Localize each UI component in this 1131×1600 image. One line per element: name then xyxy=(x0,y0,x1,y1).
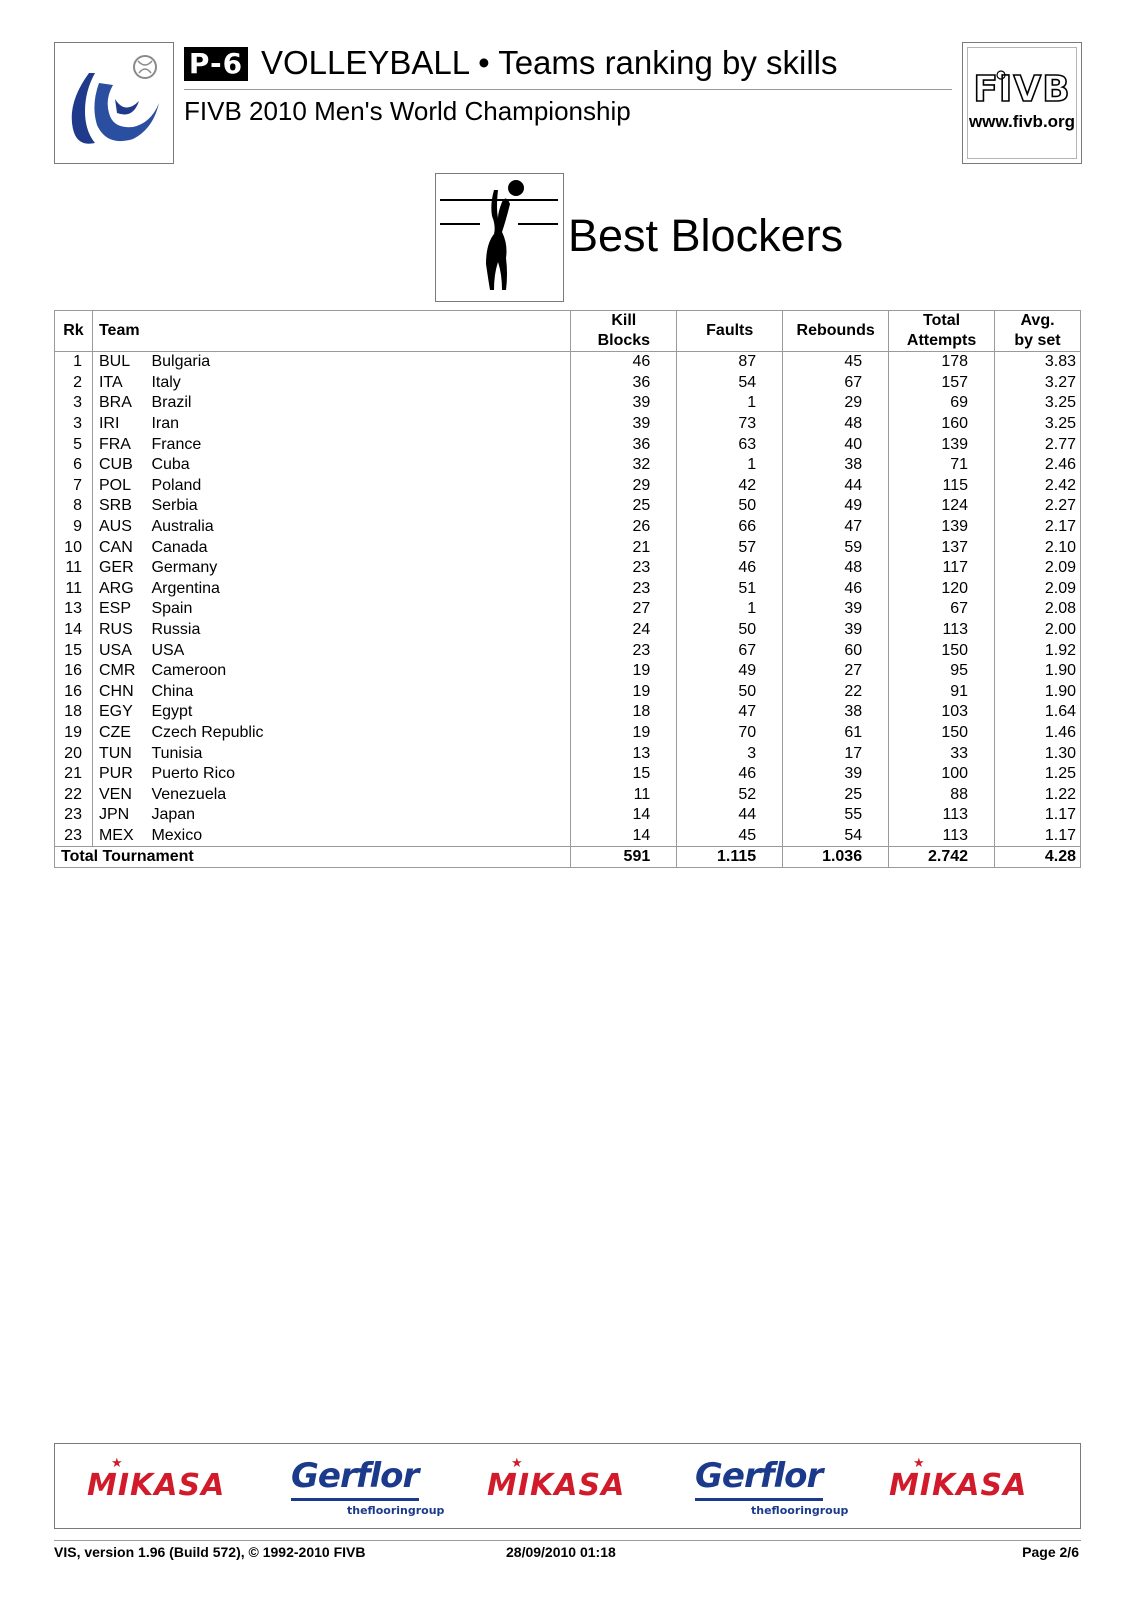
cell-faults: 44 xyxy=(677,805,783,826)
cell-rebounds: 48 xyxy=(783,414,889,435)
cell-team-code: AUS xyxy=(92,517,151,538)
cell-rank: 11 xyxy=(55,579,93,600)
fivb-logo-text: FIVB xyxy=(973,69,1071,110)
table-row xyxy=(55,620,1081,641)
page-subtitle: FIVB 2010 Men's World Championship xyxy=(184,96,631,126)
cell-avg-by-set: 2.27 xyxy=(995,496,1081,517)
cell-kill-blocks: 26 xyxy=(571,517,677,538)
col-team: Team xyxy=(92,311,570,352)
cell-team-name: Germany xyxy=(151,559,218,577)
cell-rebounds: 54 xyxy=(783,826,889,847)
table-row xyxy=(55,476,1081,497)
cell-kill-blocks: 14 xyxy=(571,826,677,847)
cell-team-code: FRA xyxy=(92,434,151,455)
cell-avg-by-set: 1.64 xyxy=(995,702,1081,723)
total-label: Total Tournament xyxy=(55,847,571,868)
cell-team-name: Puerto Rico xyxy=(151,765,236,783)
mikasa-logo: MIKASA ★ xyxy=(487,1456,626,1503)
col-rk: Rk xyxy=(55,311,93,352)
cell-kill-blocks: 32 xyxy=(571,455,677,476)
cell-rebounds: 48 xyxy=(783,558,889,579)
cell-team-code: CHN xyxy=(92,682,151,703)
report-title: Best Blockers xyxy=(568,210,844,261)
cell-rebounds: 67 xyxy=(783,373,889,394)
cell-team-code: IRI xyxy=(92,414,151,435)
cell-avg-by-set: 2.46 xyxy=(995,455,1081,476)
cell-faults: 63 xyxy=(677,434,783,455)
cell-avg-by-set: 2.42 xyxy=(995,476,1081,497)
championship-logo xyxy=(54,42,174,164)
cell-rank: 14 xyxy=(55,620,93,641)
cell-team-code: USA xyxy=(92,640,151,661)
cell-rank: 23 xyxy=(55,826,93,847)
cell-team-name: Bulgaria xyxy=(151,353,211,371)
table-row xyxy=(55,434,1081,455)
cell-avg-by-set: 1.46 xyxy=(995,723,1081,744)
title-divider xyxy=(184,89,952,90)
cell-kill-blocks: 19 xyxy=(571,723,677,744)
cell-rebounds: 46 xyxy=(783,579,889,600)
cell-team-code: ESP xyxy=(92,599,151,620)
cell-faults: 3 xyxy=(677,743,783,764)
cell-kill-blocks: 27 xyxy=(571,599,677,620)
cell-total-attempts: 113 xyxy=(889,620,995,641)
page-title: VOLLEYBALL • Teams ranking by skills xyxy=(261,44,838,81)
cell-team-code: SRB xyxy=(92,496,151,517)
cell-avg-by-set: 1.25 xyxy=(995,764,1081,785)
cell-rebounds: 39 xyxy=(783,764,889,785)
cell-faults: 50 xyxy=(677,682,783,703)
table-row xyxy=(55,805,1081,826)
table-row xyxy=(55,682,1081,703)
cell-team-name: China xyxy=(151,682,194,700)
fivb-logo xyxy=(962,42,1082,164)
table-row xyxy=(55,640,1081,661)
cell-avg-by-set: 1.17 xyxy=(995,805,1081,826)
fivb-url: www.fivb.org xyxy=(968,112,1076,131)
cell-team-code: ITA xyxy=(92,373,151,394)
cell-faults: 1 xyxy=(677,393,783,414)
cell-faults: 57 xyxy=(677,537,783,558)
col-faults: Faults xyxy=(677,311,783,352)
gerflor-tagline: theflooringroup xyxy=(751,1504,849,1517)
cell-faults: 73 xyxy=(677,414,783,435)
footer-divider xyxy=(54,1540,1081,1541)
cell-faults: 87 xyxy=(677,352,783,373)
cell-team-code: CAN xyxy=(92,537,151,558)
cell-rebounds: 59 xyxy=(783,537,889,558)
cell-rebounds: 22 xyxy=(783,682,889,703)
cell-total-attempts: 88 xyxy=(889,784,995,805)
cell-team-code: CUB xyxy=(92,455,151,476)
cell-total-attempts: 91 xyxy=(889,682,995,703)
cell-rank: 1 xyxy=(55,352,93,373)
cell-rank: 13 xyxy=(55,599,93,620)
total-faults: 1.115 xyxy=(677,847,783,868)
table-row xyxy=(55,764,1081,785)
cell-total-attempts: 160 xyxy=(889,414,995,435)
cell-rebounds: 60 xyxy=(783,640,889,661)
cell-avg-by-set: 2.00 xyxy=(995,620,1081,641)
cell-team-name: Brazil xyxy=(151,394,192,412)
footer-page-number: Page 2/6 xyxy=(1022,1544,1079,1560)
cell-total-attempts: 113 xyxy=(889,826,995,847)
cell-rank: 7 xyxy=(55,476,93,497)
cell-rank: 3 xyxy=(55,414,93,435)
cell-avg-by-set: 1.90 xyxy=(995,661,1081,682)
mikasa-logo: MIKASA ★ xyxy=(87,1456,226,1503)
mikasa-logo: MIKASA ★ xyxy=(889,1456,1028,1503)
cell-team-code: POL xyxy=(92,476,151,497)
cell-team-name: Australia xyxy=(151,518,214,536)
cell-rank: 19 xyxy=(55,723,93,744)
cell-kill-blocks: 36 xyxy=(571,434,677,455)
cell-team-name: Mexico xyxy=(151,826,203,844)
cell-faults: 51 xyxy=(677,579,783,600)
cell-kill-blocks: 24 xyxy=(571,620,677,641)
cell-avg-by-set: 3.83 xyxy=(995,352,1081,373)
table-row xyxy=(55,579,1081,600)
cell-kill-blocks: 36 xyxy=(571,373,677,394)
table-row xyxy=(55,558,1081,579)
cell-kill-blocks: 19 xyxy=(571,682,677,703)
pictogram-box xyxy=(435,173,564,302)
gerflor-logo: Gerflor xyxy=(291,1456,419,1496)
cell-team-name: Poland xyxy=(151,476,202,494)
cell-avg-by-set: 1.92 xyxy=(995,640,1081,661)
cell-total-attempts: 139 xyxy=(889,517,995,538)
cell-rank: 22 xyxy=(55,784,93,805)
cell-team-name: Tunisia xyxy=(151,744,203,762)
cell-team-code: GER xyxy=(92,558,151,579)
cell-kill-blocks: 23 xyxy=(571,640,677,661)
cell-total-attempts: 139 xyxy=(889,434,995,455)
cell-faults: 46 xyxy=(677,764,783,785)
cell-total-attempts: 124 xyxy=(889,496,995,517)
cell-total-attempts: 157 xyxy=(889,373,995,394)
cell-rank: 2 xyxy=(55,373,93,394)
cell-kill-blocks: 23 xyxy=(571,558,677,579)
cell-rank: 6 xyxy=(55,455,93,476)
cell-faults: 52 xyxy=(677,784,783,805)
cell-kill-blocks: 25 xyxy=(571,496,677,517)
cell-kill-blocks: 39 xyxy=(571,393,677,414)
cell-total-attempts: 150 xyxy=(889,723,995,744)
cell-avg-by-set: 3.25 xyxy=(995,393,1081,414)
table-header-row xyxy=(55,311,1081,352)
cell-total-attempts: 178 xyxy=(889,352,995,373)
cell-rebounds: 25 xyxy=(783,784,889,805)
cell-team-name: Cameroon xyxy=(151,662,227,680)
total-kill-blocks: 591 xyxy=(571,847,677,868)
cell-faults: 66 xyxy=(677,517,783,538)
total-rebounds: 1.036 xyxy=(783,847,889,868)
report-code-badge: P-6 xyxy=(184,47,248,81)
cell-team-name: Iran xyxy=(151,415,180,433)
cell-total-attempts: 67 xyxy=(889,599,995,620)
cell-kill-blocks: 14 xyxy=(571,805,677,826)
table-row xyxy=(55,537,1081,558)
cell-faults: 49 xyxy=(677,661,783,682)
cell-kill-blocks: 15 xyxy=(571,764,677,785)
cell-rank: 21 xyxy=(55,764,93,785)
cell-team-name: Venezuela xyxy=(151,785,227,803)
cell-rebounds: 17 xyxy=(783,743,889,764)
cell-rank: 15 xyxy=(55,640,93,661)
table-row xyxy=(55,496,1081,517)
cell-avg-by-set: 2.17 xyxy=(995,517,1081,538)
cell-team-name: France xyxy=(151,435,202,453)
cell-team-name: Egypt xyxy=(151,703,193,721)
cell-team-name: Spain xyxy=(151,600,193,618)
cell-total-attempts: 150 xyxy=(889,640,995,661)
cell-team-code: RUS xyxy=(92,620,151,641)
cell-team-code: MEX xyxy=(92,826,151,847)
cell-team-name: Cuba xyxy=(151,456,190,474)
cell-team-code: BRA xyxy=(92,393,151,414)
table-row xyxy=(55,826,1081,847)
cell-team-code: JPN xyxy=(92,805,151,826)
sponsor-banner xyxy=(54,1443,1081,1529)
cell-rebounds: 38 xyxy=(783,702,889,723)
cell-team-code: PUR xyxy=(92,764,151,785)
gerflor-underline xyxy=(695,1498,823,1501)
cell-rebounds: 44 xyxy=(783,476,889,497)
cell-rebounds: 49 xyxy=(783,496,889,517)
cell-team-name: USA xyxy=(151,641,185,659)
cell-rebounds: 47 xyxy=(783,517,889,538)
cell-avg-by-set: 2.09 xyxy=(995,579,1081,600)
cell-kill-blocks: 11 xyxy=(571,784,677,805)
cell-kill-blocks: 46 xyxy=(571,352,677,373)
cell-avg-by-set: 2.09 xyxy=(995,558,1081,579)
cell-rebounds: 39 xyxy=(783,599,889,620)
cell-rebounds: 29 xyxy=(783,393,889,414)
col-total-attempts: Total Attempts xyxy=(889,311,995,352)
cell-avg-by-set: 1.17 xyxy=(995,826,1081,847)
cell-team-code: EGY xyxy=(92,702,151,723)
cell-kill-blocks: 39 xyxy=(571,414,677,435)
cell-team-name: Serbia xyxy=(151,497,198,515)
cell-faults: 67 xyxy=(677,640,783,661)
cell-team-name: Canada xyxy=(151,538,208,556)
cell-total-attempts: 120 xyxy=(889,579,995,600)
gerflor-logo: Gerflor xyxy=(695,1456,823,1496)
cell-team-name: Russia xyxy=(151,621,201,639)
cell-avg-by-set: 2.08 xyxy=(995,599,1081,620)
cell-kill-blocks: 29 xyxy=(571,476,677,497)
total-avg-by-set: 4.28 xyxy=(995,847,1081,868)
cell-rank: 16 xyxy=(55,661,93,682)
cell-total-attempts: 103 xyxy=(889,702,995,723)
gerflor-tagline: theflooringroup xyxy=(347,1504,445,1517)
table-row xyxy=(55,743,1081,764)
cell-rebounds: 27 xyxy=(783,661,889,682)
cell-rebounds: 61 xyxy=(783,723,889,744)
cell-faults: 50 xyxy=(677,620,783,641)
total-attempts: 2.742 xyxy=(889,847,995,868)
cell-team-name: Czech Republic xyxy=(151,723,264,741)
footer-version: VIS, version 1.96 (Build 572), © 1992-2010 FIVB xyxy=(54,1544,366,1560)
cell-team-name: Italy xyxy=(151,373,181,391)
col-avg-by-set: Avg. by set xyxy=(995,311,1081,352)
cell-rebounds: 55 xyxy=(783,805,889,826)
cell-faults: 45 xyxy=(677,826,783,847)
table-row xyxy=(55,661,1081,682)
col-rebounds: Rebounds xyxy=(783,311,889,352)
table-row xyxy=(55,723,1081,744)
cell-avg-by-set: 2.10 xyxy=(995,537,1081,558)
cell-team-code: VEN xyxy=(92,784,151,805)
footer-datetime: 28/09/2010 01:18 xyxy=(506,1544,616,1560)
rankings-table xyxy=(54,310,1081,868)
cell-rank: 9 xyxy=(55,517,93,538)
cell-rank: 11 xyxy=(55,558,93,579)
table-row xyxy=(55,352,1081,373)
table-row xyxy=(55,414,1081,435)
cell-rank: 5 xyxy=(55,434,93,455)
cell-faults: 46 xyxy=(677,558,783,579)
cell-rank: 8 xyxy=(55,496,93,517)
cell-total-attempts: 113 xyxy=(889,805,995,826)
table-row xyxy=(55,784,1081,805)
cell-faults: 70 xyxy=(677,723,783,744)
cell-rank: 20 xyxy=(55,743,93,764)
cell-faults: 42 xyxy=(677,476,783,497)
cell-rank: 23 xyxy=(55,805,93,826)
cell-rebounds: 45 xyxy=(783,352,889,373)
fivb-mark-icon xyxy=(963,43,1081,163)
cell-faults: 54 xyxy=(677,373,783,394)
gerflor-underline xyxy=(291,1498,419,1501)
table-row xyxy=(55,393,1081,414)
cell-rank: 16 xyxy=(55,682,93,703)
table-row xyxy=(55,373,1081,394)
cell-rank: 3 xyxy=(55,393,93,414)
cell-total-attempts: 69 xyxy=(889,393,995,414)
cell-rebounds: 40 xyxy=(783,434,889,455)
cell-avg-by-set: 1.90 xyxy=(995,682,1081,703)
cell-kill-blocks: 19 xyxy=(571,661,677,682)
cell-avg-by-set: 2.77 xyxy=(995,434,1081,455)
table-row xyxy=(55,702,1081,723)
cell-faults: 1 xyxy=(677,455,783,476)
cell-avg-by-set: 1.22 xyxy=(995,784,1081,805)
total-row xyxy=(55,847,1081,868)
table-row xyxy=(55,517,1081,538)
cell-rank: 18 xyxy=(55,702,93,723)
cell-team-code: ARG xyxy=(92,579,151,600)
cell-avg-by-set: 3.25 xyxy=(995,414,1081,435)
cell-avg-by-set: 3.27 xyxy=(995,373,1081,394)
cell-total-attempts: 137 xyxy=(889,537,995,558)
cell-team-name: Japan xyxy=(151,806,196,824)
table-row xyxy=(55,599,1081,620)
cell-faults: 50 xyxy=(677,496,783,517)
championship-emblem-icon xyxy=(55,43,173,163)
cell-kill-blocks: 18 xyxy=(571,702,677,723)
cell-avg-by-set: 1.30 xyxy=(995,743,1081,764)
cell-kill-blocks: 21 xyxy=(571,537,677,558)
cell-total-attempts: 117 xyxy=(889,558,995,579)
table-row xyxy=(55,455,1081,476)
cell-kill-blocks: 13 xyxy=(571,743,677,764)
cell-team-code: BUL xyxy=(92,352,151,373)
cell-total-attempts: 33 xyxy=(889,743,995,764)
cell-team-code: CZE xyxy=(92,723,151,744)
cell-total-attempts: 100 xyxy=(889,764,995,785)
cell-faults: 1 xyxy=(677,599,783,620)
table-body xyxy=(55,352,1081,847)
cell-team-name: Argentina xyxy=(151,579,220,597)
cell-total-attempts: 95 xyxy=(889,661,995,682)
cell-kill-blocks: 23 xyxy=(571,579,677,600)
cell-rank: 10 xyxy=(55,537,93,558)
cell-total-attempts: 115 xyxy=(889,476,995,497)
volleyball-blocker-icon xyxy=(436,174,563,301)
cell-total-attempts: 71 xyxy=(889,455,995,476)
cell-rebounds: 38 xyxy=(783,455,889,476)
cell-faults: 47 xyxy=(677,702,783,723)
cell-team-code: TUN xyxy=(92,743,151,764)
col-kill-blocks: Kill Blocks xyxy=(571,311,677,352)
cell-rebounds: 39 xyxy=(783,620,889,641)
cell-team-code: CMR xyxy=(92,661,151,682)
